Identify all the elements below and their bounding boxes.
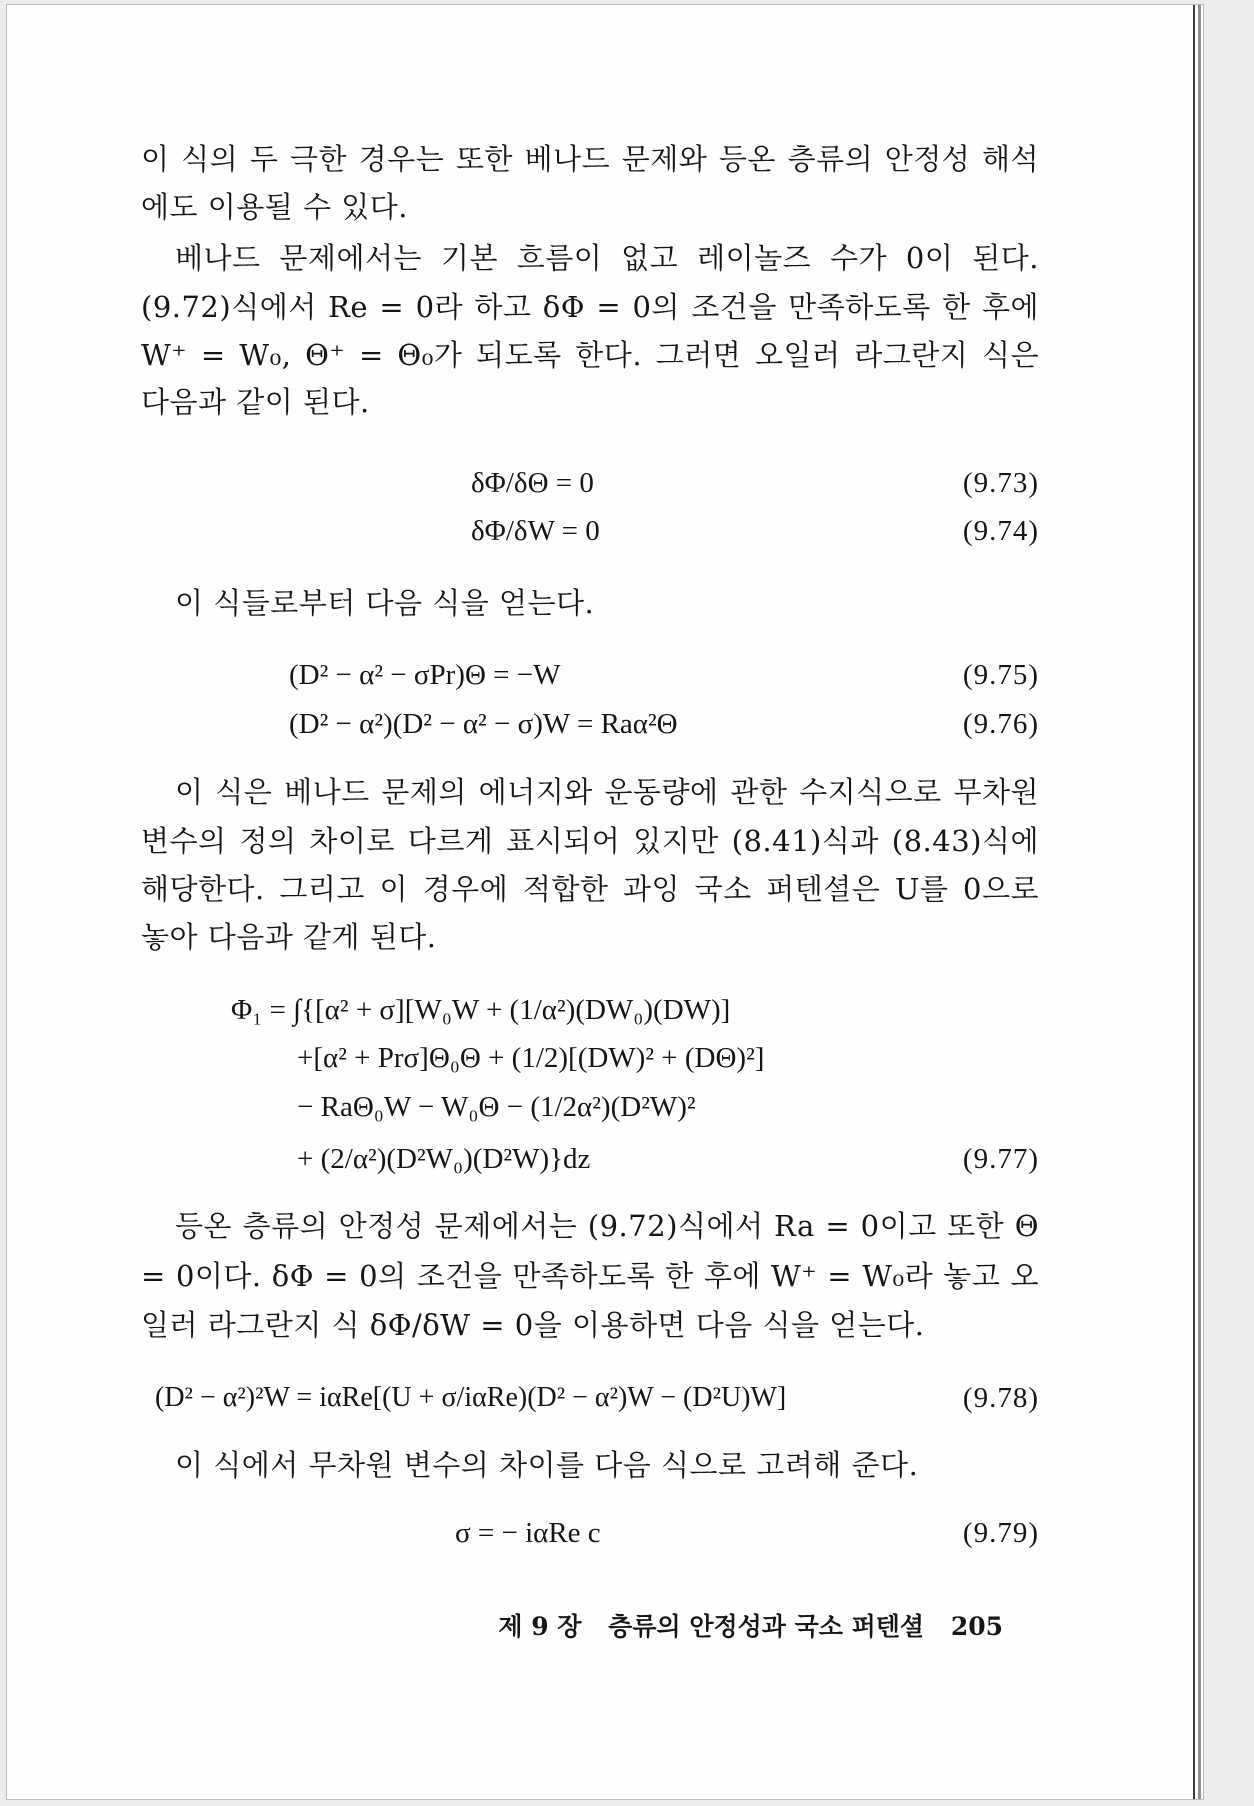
page-edge-shadow-outer xyxy=(1198,5,1201,1799)
text-line: 다음과 같이 된다. xyxy=(141,385,370,419)
text-line: 해당한다. 그리고 이 경우에 적합한 과잉 국소 퍼텐셜은 U를 0으로 xyxy=(141,872,1039,906)
equation-line: Φ₁ = ∫{[α² + σ][W₀W + (1/α²)(DW₀)(DW)] xyxy=(231,994,731,1026)
footer-title: 층류의 안정성과 국소 퍼텐셜 xyxy=(608,1612,925,1641)
equation-number: (9.78) xyxy=(962,1382,1039,1414)
text-line: (9.72)식에서 Re = 0라 하고 δΦ = 0의 조건을 만족하도록 한 후에 xyxy=(141,290,1039,324)
text-line: 에도 이용될 수 있다. xyxy=(141,190,408,224)
equation: (D² − α²)(D² − α² − σ)W = Raα²Θ xyxy=(289,708,678,740)
equation-number: (9.73) xyxy=(962,467,1039,499)
equation-number: (9.74) xyxy=(962,515,1039,547)
text-line: 이 식에서 무차원 변수의 차이를 다음 식으로 고려해 준다. xyxy=(175,1448,919,1482)
equation-line: + (2/α²)(D²W₀)(D²W)}dz xyxy=(297,1143,591,1175)
text-line: W⁺ = W₀, Θ⁺ = Θ₀가 되도록 한다. 그러면 오일러 라그란지 식은 xyxy=(141,338,1039,372)
running-footer xyxy=(480,1610,1003,1644)
equation-number: (9.75) xyxy=(962,659,1039,691)
equation-number: (9.77) xyxy=(962,1143,1039,1175)
text-line: 베나드 문제에서는 기본 흐름이 없고 레이놀즈 수가 0이 된다. xyxy=(175,241,1039,275)
text-line: 변수의 정의 차이로 다르게 표시되어 있지만 (8.41)식과 (8.43)식에 xyxy=(141,824,1039,858)
equation: σ = − iαRe c xyxy=(455,1517,601,1549)
equation-line: +[α² + Prσ]Θ₀Θ + (1/2)[(DW)² + (DΘ)²] xyxy=(297,1042,765,1074)
equation-line: − RaΘ₀W − W₀Θ − (1/2α²)(D²W)² xyxy=(297,1091,696,1123)
text-line: 등온 층류의 안정성 문제에서는 (9.72)식에서 Ra = 0이고 또한 Θ xyxy=(175,1209,1039,1243)
equation: δΦ/δW = 0 xyxy=(471,515,600,547)
equation-number: (9.79) xyxy=(962,1517,1039,1549)
equation-number: (9.76) xyxy=(962,708,1039,740)
footer-chapter: 제 9 장 xyxy=(498,1612,582,1641)
equation: (D² − α²)²W = iαRe[(U + σ/iαRe)(D² − α²)W − (D²U)W] xyxy=(155,1382,787,1413)
text-line: 이 식은 베나드 문제의 에너지와 운동량에 관한 수지식으로 무차원 xyxy=(175,775,1039,809)
page-edge-shadow xyxy=(1193,5,1195,1799)
equation: δΦ/δΘ = 0 xyxy=(471,467,594,499)
page-number: 205 xyxy=(950,1612,1003,1641)
book-page xyxy=(6,4,1204,1800)
text-line: 이 식의 두 극한 경우는 또한 베나드 문제와 등온 층류의 안정성 해석 xyxy=(141,142,1039,176)
text-line: = 0이다. δΦ = 0의 조건을 만족하도록 한 후에 W⁺ = W₀라 놓고 오 xyxy=(141,1259,1039,1293)
text-line: 이 식들로부터 다음 식을 얻는다. xyxy=(175,586,595,620)
text-line: 놓아 다음과 같게 된다. xyxy=(141,920,437,954)
equation: (D² − α² − σPr)Θ = −W xyxy=(289,659,561,691)
text-line: 일러 라그란지 식 δΦ/δW = 0을 이용하면 다음 식을 얻는다. xyxy=(141,1308,925,1342)
